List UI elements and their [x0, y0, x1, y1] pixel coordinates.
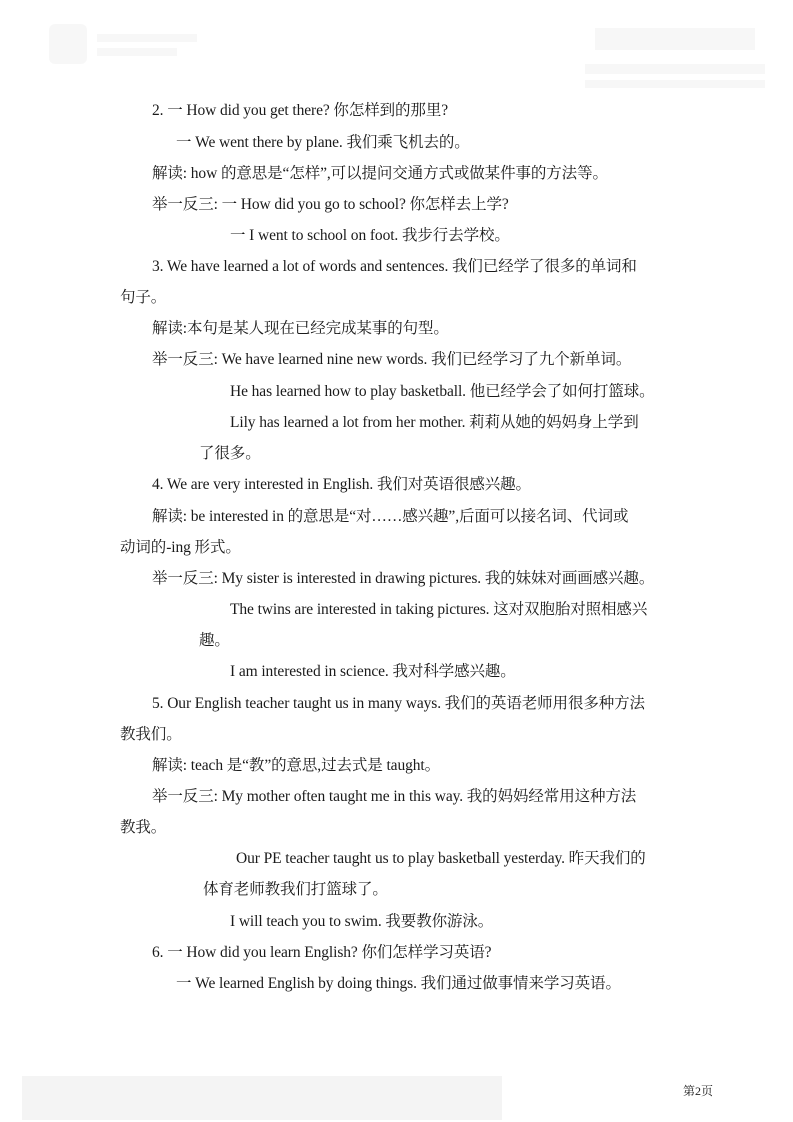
text-line: 一 We went there by plane. 我们乘飞机去的。	[176, 134, 470, 151]
text-line: Our PE teacher taught us to play basketball yesterday. 昨天我们的	[236, 850, 646, 867]
text-line: 举一反三: My sister is interested in drawing pictures. 我的妹妹对画画感兴趣。	[152, 570, 655, 587]
text-line: 句子。	[120, 289, 167, 306]
text-line: 解读: be interested in 的意思是“对……感兴趣”,后面可以接名词、代词或	[152, 508, 629, 525]
text-line: 解读:本句是某人现在已经完成某事的句型。	[152, 320, 449, 337]
text-line: 教我。	[120, 819, 167, 836]
text-line: 举一反三: My mother often taught me in this way. 我的妈妈经常用这种方法	[152, 788, 637, 805]
page-number: 第2页	[683, 1084, 714, 1098]
text-line: 趣。	[199, 632, 230, 649]
text-line: 6. 一 How did you learn English? 你们怎样学习英语?	[152, 944, 492, 961]
text-line: 2. 一 How did you get there? 你怎样到的那里?	[152, 102, 449, 119]
text-line: 举一反三: 一 How did you go to school? 你怎样去上学?	[152, 196, 509, 213]
text-line: 举一反三: We have learned nine new words. 我们已经学习了九个新单词。	[152, 351, 632, 368]
text-line: 4. We are very interested in English. 我们对英语很感兴趣。	[152, 476, 531, 493]
text-line: 解读: teach 是“教”的意思,过去式是 taught。	[152, 757, 441, 774]
watermark-logo-right	[585, 20, 765, 92]
text-line: 解读: how 的意思是“怎样”,可以提问交通方式或做某件事的方法等。	[152, 165, 608, 182]
text-line: 一 I went to school on foot. 我步行去学校。	[230, 227, 510, 244]
text-line: Lily has learned a lot from her mother. 莉莉从她的妈妈身上学到	[230, 414, 639, 431]
text-line: 5. Our English teacher taught us in many ways. 我们的英语老师用很多种方法	[152, 695, 645, 712]
text-line: He has learned how to play basketball. 他已经学会了如何打篮球。	[230, 383, 655, 400]
text-line: I will teach you to swim. 我要教你游泳。	[230, 913, 494, 930]
text-line: 一 We learned English by doing things. 我们通过做事情来学习英语。	[176, 975, 621, 992]
watermark-logo-left	[45, 20, 205, 68]
watermark-footer-band	[22, 1076, 502, 1120]
text-line: 教我们。	[120, 726, 182, 743]
text-line: 3. We have learned a lot of words and sentences. 我们已经学了很多的单词和	[152, 258, 637, 275]
text-line: I am interested in science. 我对科学感兴趣。	[230, 663, 516, 680]
text-line: The twins are interested in taking pictures. 这对双胞胎对照相感兴	[230, 601, 648, 618]
text-line: 体育老师教我们打篮球了。	[203, 881, 388, 898]
text-line: 动词的-ing 形式。	[120, 539, 241, 556]
text-line: 了很多。	[199, 445, 261, 462]
